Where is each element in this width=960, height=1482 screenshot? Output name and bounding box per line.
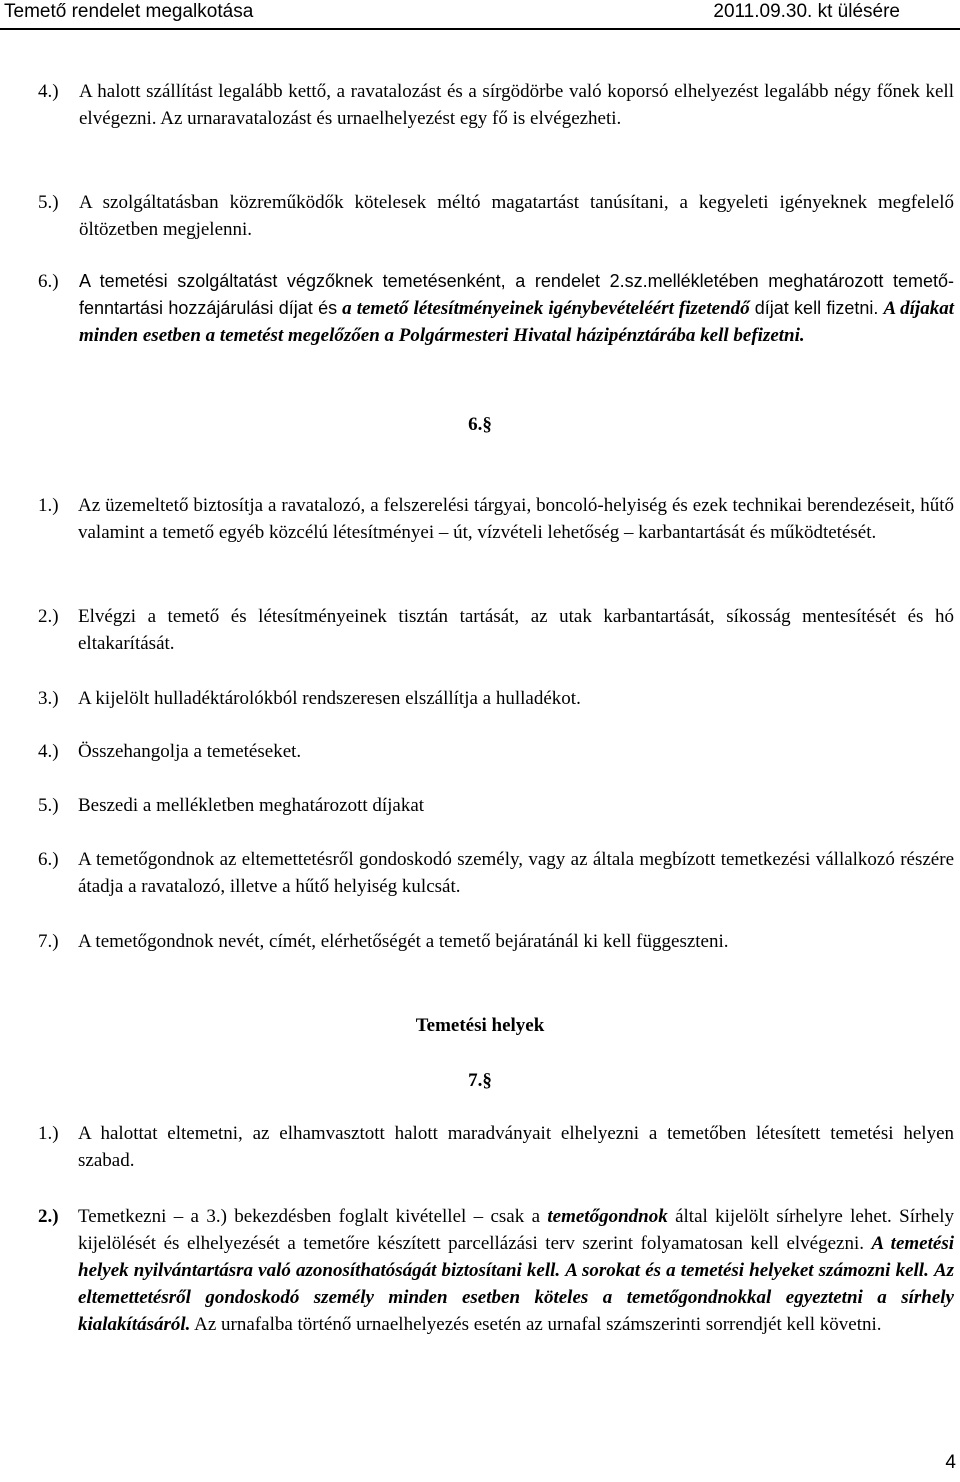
header-date: 2011.09.30. kt ülésére	[713, 1, 900, 22]
item-text-part: Temetkezni – a 3.) bekezdésben foglalt kivétellel – csak a	[78, 1206, 541, 1227]
item-text: A halottat eltemetni, az elhamvasztott halott maradványait elhelyezni a temetőben létesített temetési helyen szabad.	[78, 1123, 954, 1171]
list-item	[38, 603, 954, 657]
item-text-part: mellékletében meghatározott temető-fenntartási hozzájárulási díjat és	[79, 271, 954, 318]
list-item	[38, 189, 954, 243]
item-text-emphasis: A sorokat és a temetési helyeket számozni kell.	[565, 1260, 929, 1281]
item-text	[78, 1203, 954, 1338]
item-text	[79, 268, 954, 349]
item-number: 5.)	[38, 795, 59, 816]
item-text: A halott szállítást legalább kettő, a ravatalozást és a sírgödörbe való koporsó elhelyezést legalább négy főnek kell elvégezni. Az urnaravatalozást és urnaelhelyezést egy fő is elvégezheti.	[79, 81, 954, 129]
section-heading: Temetési helyek	[415, 1015, 545, 1036]
item-number: 1.)	[38, 495, 59, 516]
section-title: 6.§	[468, 414, 492, 435]
header-title: Temető rendelet megalkotása	[4, 1, 254, 22]
item-text-part: díjat kell fizetni.	[754, 298, 879, 318]
item-text: A szolgáltatásban közreműködők kötelesek méltó magatartást tanúsítani, a kegyeleti igényeknek megfelelő öltözetben megjelenni.	[79, 192, 954, 240]
item-number: 1.)	[38, 1123, 59, 1144]
list-item	[38, 792, 954, 819]
item-text-part: által kijelölt sírhelyre lehet. Sírhely kijelölését és elhelyezését a temetőre készített parcellázási terv szerint folyamatosan kell elvégezni.	[78, 1206, 955, 1254]
item-text-emphasis: a temető létesítményeinek igénybevételéért fizetendő	[342, 298, 750, 319]
item-number: 4.)	[38, 81, 59, 102]
item-number: 6.)	[38, 271, 59, 292]
item-text-emphasis: Az eltemettetésről gondoskodó személy minden esetben köteles a temetőgondnokkal egyeztetni a sírhely kialakításáról.	[78, 1260, 955, 1335]
item-number: 2.)	[38, 606, 59, 627]
page-number: 4	[945, 1452, 956, 1473]
item-text: A temetőgondnok az eltemettetésről gondoskodó személy, vagy az általa megbízott temetkezési vállalkozó részére átadja a ravatalozó, illetve a hűtő helyiség kulcsát.	[78, 849, 954, 897]
item-text: Beszedi a mellékletben meghatározott díjakat	[78, 795, 425, 816]
list-item	[38, 738, 954, 765]
list-item	[38, 928, 954, 955]
item-text: Elvégzi a temető és létesítményeinek tisztán tartását, az utak karbantartását, síkosság mentesítését és hó eltakarítását.	[78, 606, 954, 654]
page-header	[0, 0, 960, 30]
item-text: Az üzemeltető biztosítja a ravatalozó, a felszerelési tárgyai, boncoló-helyiség és ezek technikai berendezéseit, hűtő valamint a temető egyéb közcélú létesítményei – út, vízvételi lehetőség – karbantartását és működtetését.	[78, 495, 954, 543]
item-number: 2.)	[38, 1206, 59, 1227]
list-item	[38, 846, 954, 900]
item-text-part: A temetési szolgáltatást végzőknek temetésenként, a rendelet 2.sz.	[79, 271, 648, 291]
list-item	[38, 78, 954, 132]
list-item	[38, 1203, 954, 1338]
item-text: A temetőgondnok nevét, címét, elérhetőségét a temető bejáratánál ki kell függeszteni.	[78, 931, 729, 952]
section-title: 7.§	[468, 1070, 492, 1091]
list-item	[38, 268, 954, 349]
item-text-emphasis: A díjakat minden esetben a temetést megelőzően a Polgármesteri Hivatal házipénztárába kell befizetni.	[79, 298, 954, 346]
item-text: Összehangolja a temetéseket.	[78, 741, 302, 762]
item-number: 6.)	[38, 849, 59, 870]
item-number: 7.)	[38, 931, 59, 952]
item-text-emphasis: A temetési helyek nyilvántartásra való azonosíthatóságát biztosítani kell.	[78, 1233, 954, 1281]
list-item	[38, 685, 954, 712]
item-text-emphasis: temetőgondnok	[547, 1206, 668, 1227]
item-number: 4.)	[38, 741, 59, 762]
header-divider	[0, 28, 960, 30]
item-number: 3.)	[38, 688, 59, 709]
item-text: A kijelölt hulladéktárolókból rendszeresen elszállítja a hulladékot.	[78, 688, 581, 709]
item-number: 5.)	[38, 192, 59, 213]
list-item	[38, 1120, 954, 1174]
list-item	[38, 492, 954, 546]
item-text-part: Az urnafalba történő urnaelhelyezés esetén az urnafal számszerinti sorrendjét kell követni.	[194, 1314, 882, 1335]
